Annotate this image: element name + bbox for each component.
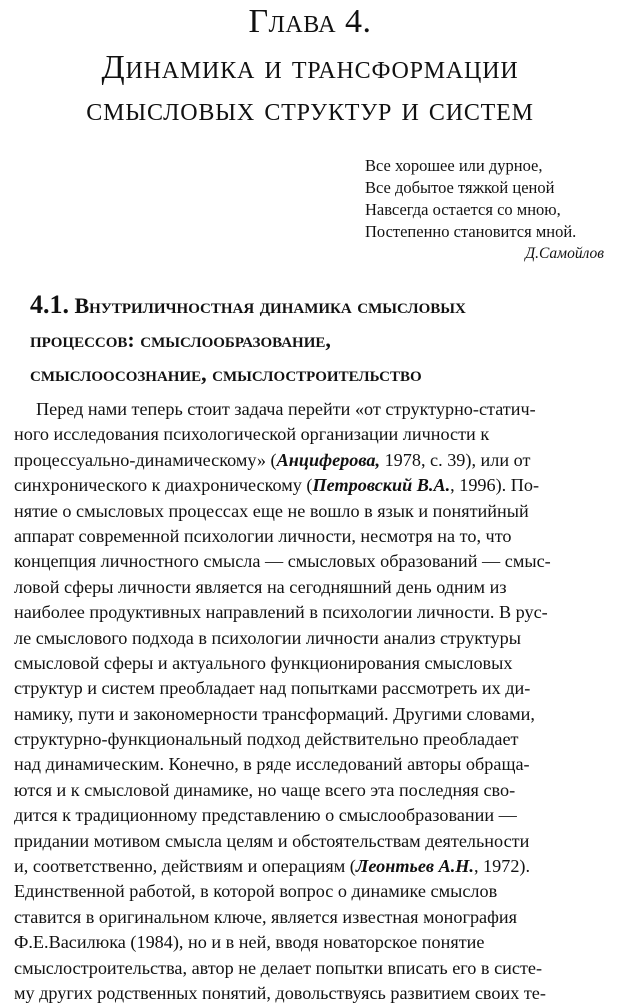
text-line: смысловой сферы и актуального функционирования смысловых bbox=[14, 652, 513, 673]
text-fragment: процессуально-динамическому» ( bbox=[14, 449, 277, 470]
text-line: му других родственных понятий, довольствуясь развитием своих те- bbox=[14, 982, 546, 1003]
epigraph-author: Д.Самойлов bbox=[525, 245, 604, 262]
text-fragment: синхронического к диахроническому ( bbox=[14, 475, 313, 496]
text-line: ного исследования психологической организации личности к bbox=[14, 424, 490, 445]
citation-author: Анциферова, bbox=[276, 449, 381, 470]
chapter-label: Глава 4. bbox=[248, 3, 372, 40]
text-line: структурно-функциональный подход действительно преобладает bbox=[14, 729, 519, 750]
text-fragment: , 1996). По- bbox=[450, 475, 540, 496]
epigraph-line: Все добытое тяжкой ценой bbox=[365, 178, 555, 197]
text-line: структур и систем преобладает над попытками рассмотреть их ди- bbox=[14, 678, 531, 699]
text-line: Ф.Е.Василюка (1984), но и в ней, вводя новаторское понятие bbox=[14, 932, 485, 953]
text-line: Перед нами теперь стоит задача перейти «от структурно-статич- bbox=[36, 399, 536, 419]
epigraph-line: Постепенно становится мной. bbox=[365, 222, 577, 241]
text-fragment: и, соответственно, действиям и операциям ( bbox=[14, 856, 356, 877]
section-title-part-1: Внутриличностная динамика смысловых bbox=[74, 293, 466, 318]
text-line: придании мотивом смысла целям и обстоятельствам деятельности bbox=[14, 830, 530, 851]
citation-author: Петровский В.А. bbox=[312, 475, 451, 496]
text-line: над динамическим. Конечно, в ряде исследований авторы обраща- bbox=[14, 754, 530, 775]
body-paragraph bbox=[14, 397, 610, 1006]
epigraph-line: Все хорошее или дурное, bbox=[365, 156, 543, 175]
text-line: ле смыслового подхода в психологии личности анализ структуры bbox=[14, 627, 521, 648]
text-line: наиболее продуктивных направлений в психологии личности. В рус- bbox=[14, 602, 548, 623]
text-line: нятие о смысловых процессах еще не вошло в язык и понятийный bbox=[14, 500, 529, 521]
chapter-title-line-1: Динамика и трансформации bbox=[101, 49, 519, 86]
text-line: ставится в оригинальном ключе, является известная монография bbox=[14, 906, 518, 927]
text-fragment: 1978, с. 39), или от bbox=[380, 449, 531, 470]
text-line: намику, пути и закономерности трансформаций. Другими словами, bbox=[14, 703, 535, 724]
epigraph bbox=[365, 155, 615, 243]
text-line bbox=[14, 854, 610, 879]
section-heading-line-2: процессов: смыслообразование, bbox=[30, 327, 331, 352]
section-heading-line-1 bbox=[30, 288, 610, 323]
text-line: ловой сферы личности является на сегодняшний день одним из bbox=[14, 576, 507, 597]
citation-author: Леонтьев А.Н. bbox=[355, 856, 474, 877]
text-line: смыслостроительства, автор не делает попытки вписать его в систе- bbox=[14, 957, 543, 978]
section-number: 4.1. bbox=[30, 290, 69, 319]
text-line: ются и к смысловой динамике, но чаще всего эта последняя сво- bbox=[14, 779, 516, 800]
text-line: аппарат современной психологии личности, несмотря на то, что bbox=[14, 525, 512, 546]
text-line: Единственной работой, в которой вопрос о динамике смыслов bbox=[14, 881, 498, 902]
text-line: дится к традиционному представлению о смыслообразовании — bbox=[14, 805, 517, 826]
section-heading bbox=[30, 288, 610, 391]
text-line bbox=[14, 448, 610, 473]
text-line: концепция личностного смысла — смысловых образований — смыс- bbox=[14, 551, 551, 572]
section-heading-line-3: смыслоосознание, смыслостроительство bbox=[30, 361, 422, 386]
text-line bbox=[14, 473, 610, 498]
text-fragment: , 1972). bbox=[473, 856, 531, 877]
epigraph-line: Навсегда остается со мною, bbox=[365, 200, 561, 219]
chapter-title-line-2: смысловых структур и систем bbox=[86, 91, 534, 128]
